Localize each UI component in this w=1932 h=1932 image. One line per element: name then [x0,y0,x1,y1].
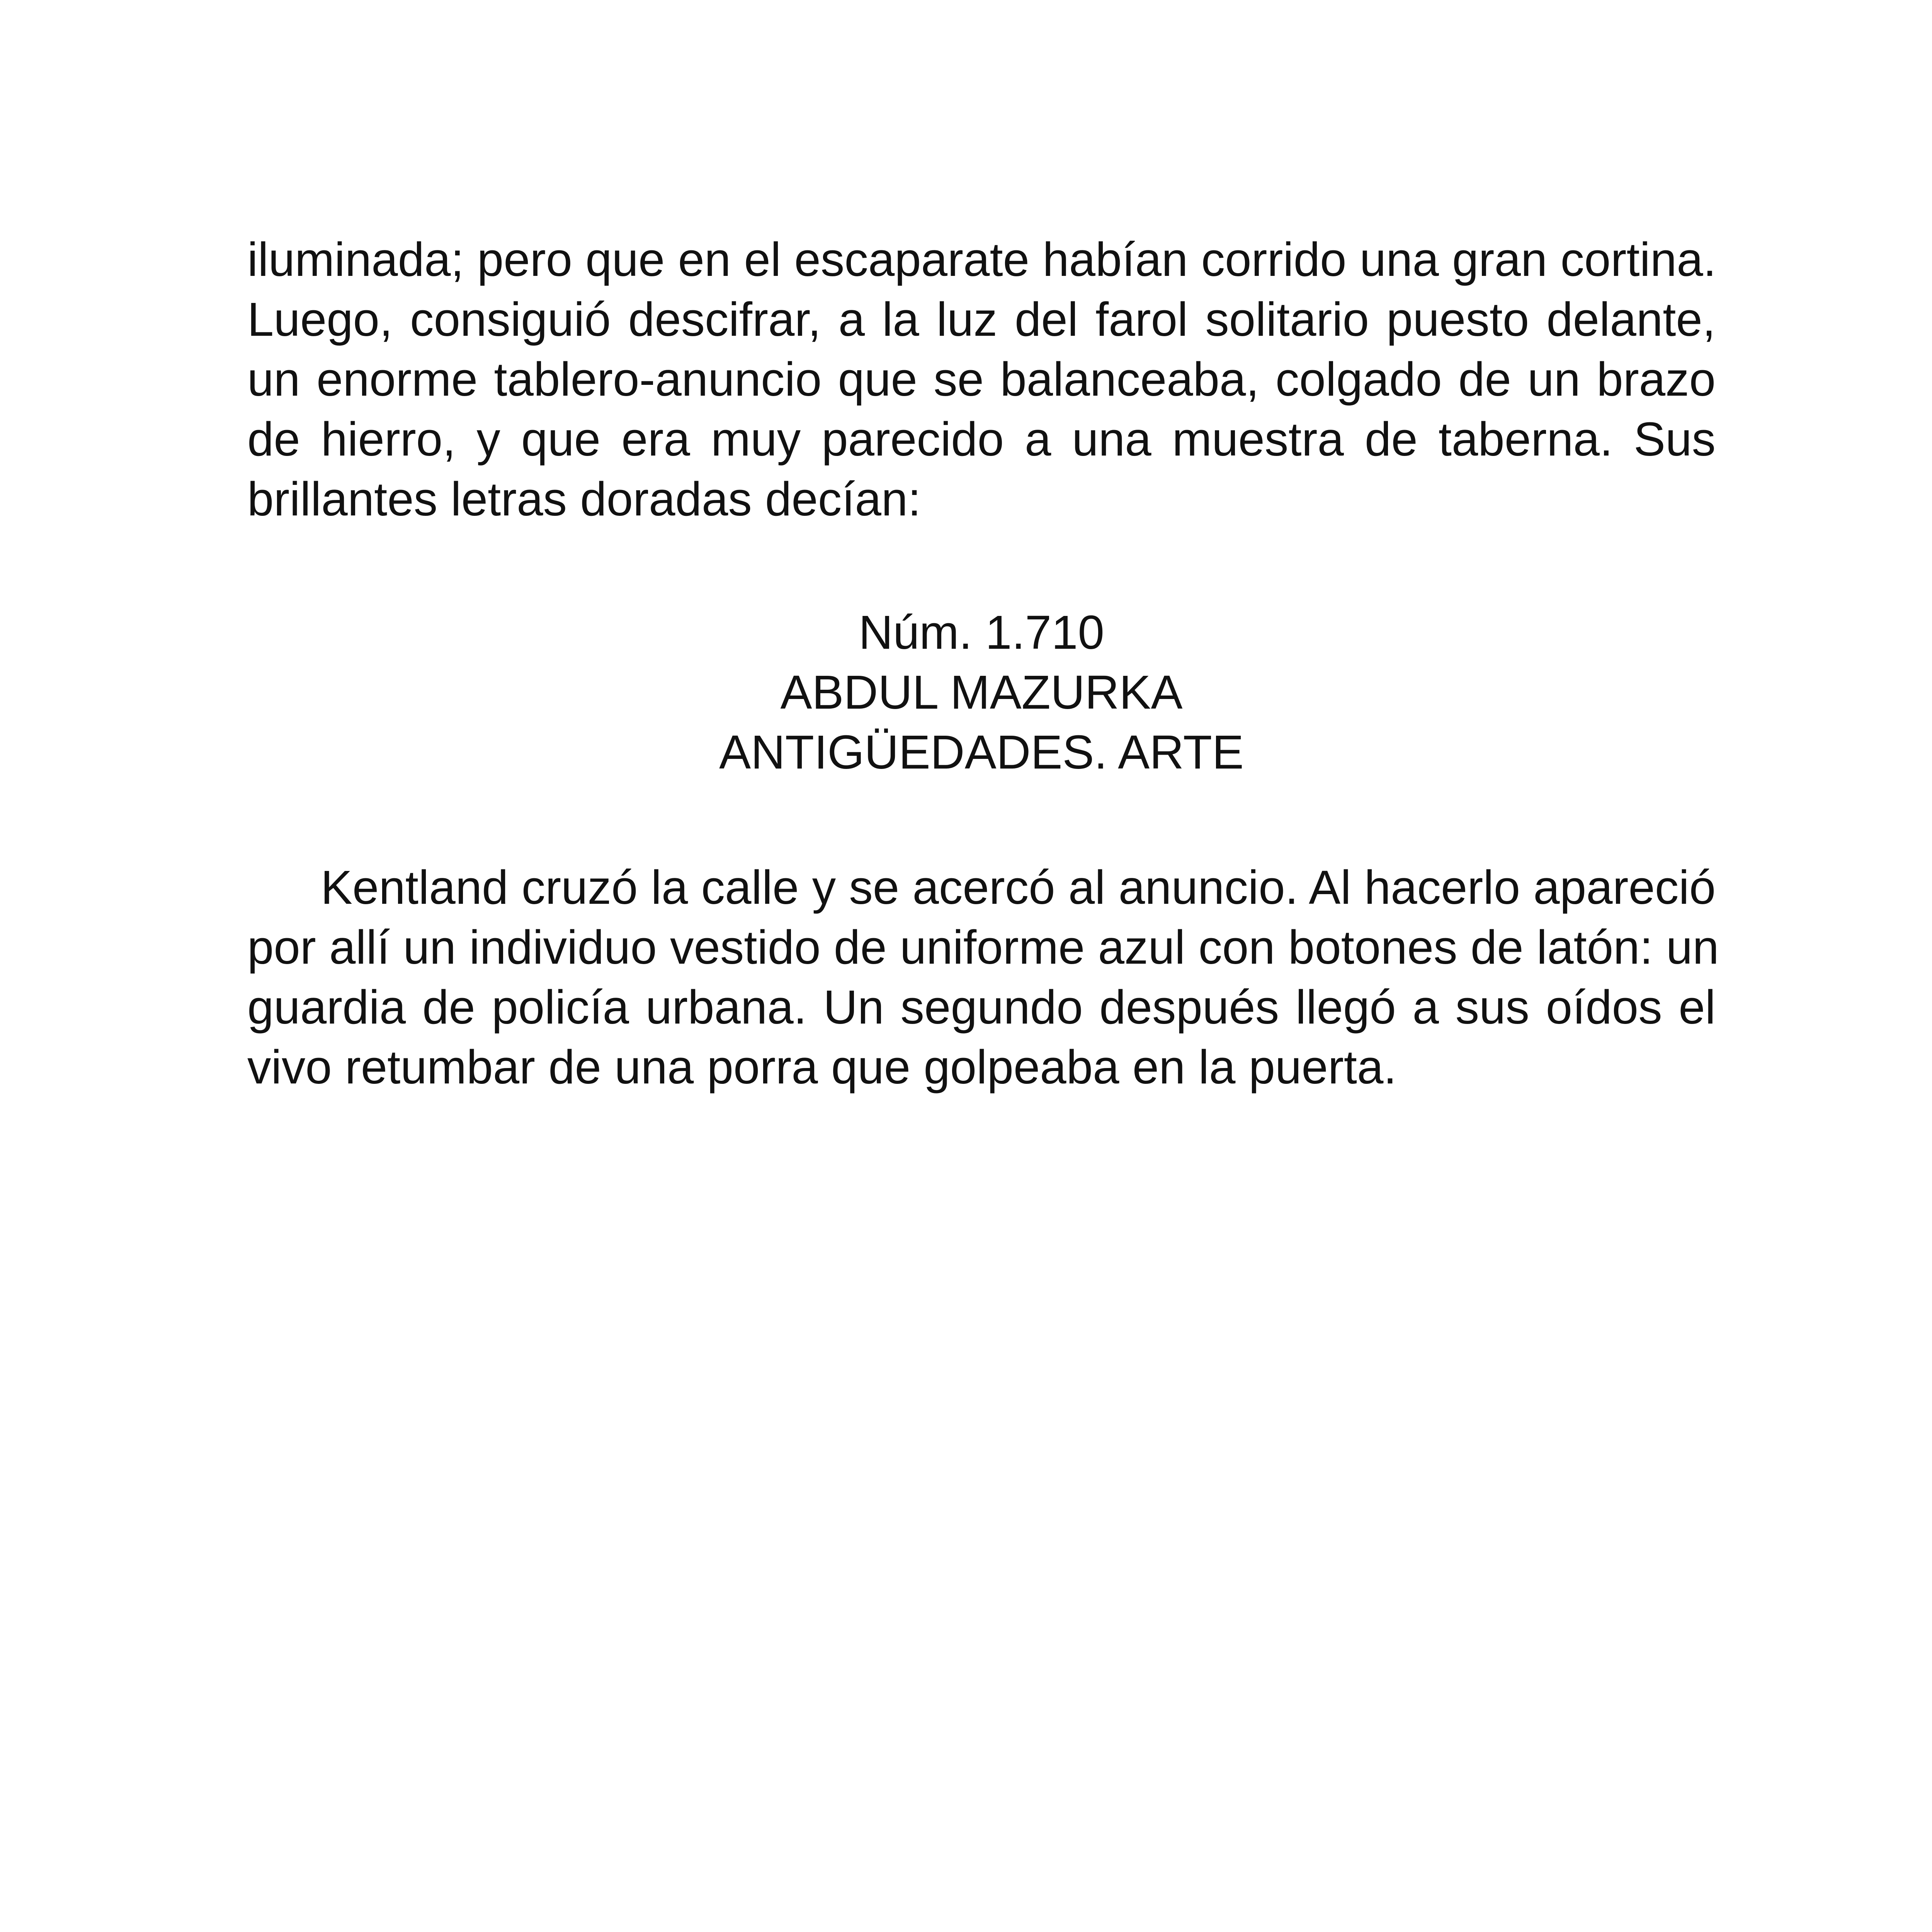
paragraph-1-line: de hierro, y que era muy parecido a una muestra de taberna. Sus [247,413,1716,466]
sign-trade: ANTIGÜEDADES. ARTE [719,726,1244,779]
paragraph-2-line: Kentland cruzó la calle y se acercó al anuncio. Al hacerlo apareció [321,861,1716,914]
paragraph-1-line: Luego, consiguió descifrar, a la luz del farol solitario puesto delante, [247,293,1716,346]
sign-number: Núm. 1.710 [859,606,1104,659]
shop-sign [247,603,1716,782]
paragraph-1 [247,230,1716,529]
paragraph-2-line: vivo retumbar de una porra que golpeaba en la puerta. [247,1041,1397,1094]
paragraph-1-line: un enorme tablero-anuncio que se balanceaba, colgado de un brazo [247,353,1716,406]
paragraph-1-line: brillantes letras doradas decían: [247,473,921,526]
paragraph-2-line: guardia de policía urbana. Un segundo después llegó a sus oídos el [247,981,1716,1034]
paragraph-2-line: por allí un individuo vestido de uniforme azul con botones de latón: un [247,921,1719,974]
paragraph-1-line: iluminada; pero que en el escaparate habían corrido una gran cortina. [247,233,1716,286]
paragraph-2 [247,858,1719,1097]
sign-name: ABDUL MAZURKA [780,666,1183,719]
